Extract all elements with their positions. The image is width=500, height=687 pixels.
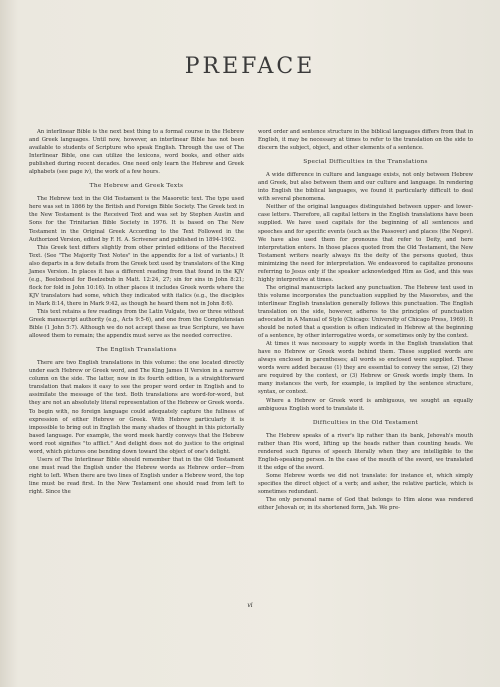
right-column: [258, 128, 473, 512]
left-column-paragraph: An interlinear Bible is the next best thing to a formal course in the Hebrew and Greek languages. Until now, however, an interlinear Bible has not been available to students of Scripture who speak English. Through the use of The Interlinear Bible, one can utilize the lexicons, word books, and other aids published during recent decades. One need only learn the Hebrew and Greek alphabets (see page iv), the work of a few hours.: [29, 129, 244, 176]
right-column-paragraph: Neither of the original languages distinguished between upper- and lower-case letters. Therefore, all capital letters in the English translations have been supplied. We have used capitals for the beginning of all sentences and speeches and for specific events (such as the Passover) and places (the Negev). We have also used them for pronouns that refer to Deity, and here interpretation enters. In those places quoted from the Old Testament, the New Testament writers nearly always fix the deity of the persons quoted, thus minimizing the need for interpretation. We endeavored to capitalize pronouns referring to Jesus only if the speaker acknowledged Him as God, and this was highly interpretive at times.: [258, 204, 473, 283]
left-column: [29, 128, 244, 496]
left-column-heading: The English Translations: [96, 347, 177, 354]
right-column-paragraph: A wide difference in culture and language exists, not only between Hebrew and Greek, but also between them and our culture and language. In rendering into English the biblical languages, we found it particularly difficult to deal with several phenomena.: [258, 172, 473, 203]
page-title: PREFACE: [184, 54, 316, 79]
left-column-paragraph: The Hebrew text in the Old Testament is the Masoretic text. The type used here was set in 1866 by the British and Foreign Bible Society. The Greek text in the New Testament is the Received Text and was set by Stephen Austin and Sons for the Trinitarian Bible Society in 1976. It is based on The New Testament in the Original Greek According to the Text Followed in the Authorized Version, edited by F. H. A. Scrivener and published in 1894-1902.: [29, 196, 244, 243]
left-column-paragraph: There are two English translations in this volume: the one located directly under each Hebrew or Greek word, and The King James II Version in a narrow column on the side. The latter, now in its fourth edition, is a straightforward translation that makes it easy to see the proper word order in English and to assimilate the message of the text. Both translations are word-for-word, but they are not an absolutely literal representation of the Hebrew or Greek words. To begin with, no foreign language could adequately capture the fullness of expression of either Hebrew or Greek. With Hebrew particularly it is impossible to bring out in English the many shades of thought in this pictorially based language. For example, the word meek hardly conveys that the Hebrew word root signifies "to afflict." And delight does not do justice to the original word, which pictures one bending down toward the object of one's delight.: [29, 360, 244, 455]
right-column-paragraph: The original manuscripts lacked any punctuation. The Hebrew text used in this volume incorporates the punctuation supplied by the Masoretes, and the interlinear English translation generally follows this punctuation. The English translation on the side, however, adheres to the principles of punctuation advocated in A Manual of Style (Chicago: University of Chicago Press, 1969). It should be noted that a question is often indicated in Hebrew at the beginning of a sentence, by other interrogative words, or sometimes only by the context.: [258, 284, 473, 340]
left-column-heading: The Hebrew and Greek Texts: [89, 183, 184, 190]
left-column-paragraph: This text retains a few readings from the Latin Vulgate, two or three without Greek manuscript authority (e.g., Acts 9:5-6), and one from the Complutensian Bible (1 John 5:7). Although we do not accept these as true Scripture, we have allowed them to remain; the appendix must serve as the needed corrective.: [29, 308, 244, 340]
right-column-heading: Special Difficulties in the Translations: [303, 159, 428, 166]
right-column-paragraph: Where a Hebrew or Greek word is ambiguous, we sought an equally ambiguous English word to translate it.: [258, 397, 473, 412]
right-column-paragraph: Some Hebrew words we did not translate: for instance et, which simply specifies the direct object of a verb; and asher, the relative particle, which is sometimes redundant.: [258, 472, 473, 495]
right-column-paragraph: At times it was necessary to supply words in the English translation that have no Hebrew or Greek words behind them. These supplied words are always enclosed in parentheses; all words so enclosed were supplied. These words were added because (1) they are essential to convey the sense, (2) they are required by the context, or (3) Hebrew or Greek words imply them. In many instances the verb, for example, is implied by the sentence structure, syntax, or context.: [258, 341, 473, 396]
left-column-paragraph: Users of The Interlinear Bible should remember that in the Old Testament one must read the English under the Hebrew words as Hebrew order—from right to left. When there are two lines of English under a Hebrew word, the top line must be read first. In the New Testament one should read from left to right. Since the: [29, 456, 244, 495]
left-column-paragraph: This Greek text differs slightly from other printed editions of the Received Text. (See "The Majority Text Notes" in the appendix for a list of variants.) It also departs in a few details from the Greek text used by translators of the King James Version. In places it has a different reading from that found in the KJV (e.g., Beelzeboul for Beelzebub in Matt. 12:24, 27; sin for sins in John 8:21; flock for fold in John 10:16). In other places it includes Greek words where the KJV translators had some, which they indicated with italics (e.g., the disciples in Mark 8:14, there in Mark 9:42, as though he heard them not in John 8:6).: [29, 244, 244, 307]
right-column-paragraph: The Hebrew speaks of a river's lip rather than its bank, Jehovah's mouth rather than His word, lifting up the heads rather than counting heads. We rendered such figures of speech literally when they are intelligible to the English-speaking person. In the case of the mouth of the sword, we translated it the edge of the sword.: [258, 432, 473, 471]
right-column-heading: Difficulties in the Old Testament: [312, 419, 419, 426]
right-column-paragraph: word order and sentence structure in the biblical languages differs from that in English, it may be necessary at times to refer to the translation on the side to discern the subject, object, and other elements of a sentence.: [258, 129, 473, 152]
page-number: vi: [247, 602, 253, 609]
right-column-paragraph: The only personal name of God that belongs to Him alone was rendered either Jehovah or, in its shortened form, Jah. We pre-: [258, 497, 473, 512]
